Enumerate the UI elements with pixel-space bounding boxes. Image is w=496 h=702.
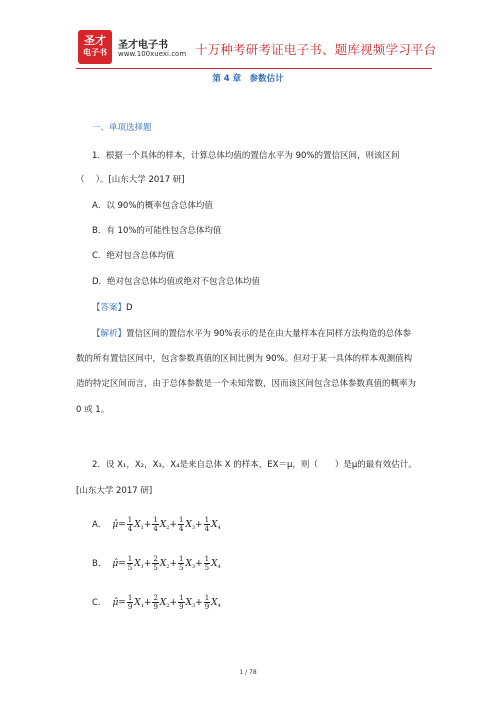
fraction-denominator: 4 bbox=[178, 524, 184, 533]
fraction-denominator: 5 bbox=[153, 563, 158, 572]
variable: X bbox=[134, 519, 141, 530]
q1-analysis-line1 bbox=[92, 328, 411, 340]
q1-answer bbox=[92, 302, 133, 314]
option-label: C． bbox=[92, 598, 107, 608]
coefficient-fraction bbox=[152, 516, 158, 533]
plus-sign: + bbox=[169, 519, 177, 530]
variable: X bbox=[185, 558, 192, 569]
q1-analysis-line4: 0 或 1。 bbox=[76, 405, 110, 415]
fraction-numerator: 1 bbox=[179, 593, 184, 602]
coefficient-fraction bbox=[152, 555, 158, 572]
fraction-numerator: 1 bbox=[127, 515, 133, 524]
variable: X bbox=[134, 558, 141, 569]
coefficient-fraction bbox=[178, 555, 184, 572]
fraction-numerator: 1 bbox=[127, 593, 133, 602]
variable: X bbox=[185, 597, 192, 608]
plus-sign: + bbox=[143, 519, 152, 530]
variable: X bbox=[185, 519, 192, 530]
fraction-denominator: 5 bbox=[127, 563, 133, 572]
logo bbox=[78, 30, 112, 64]
plus-sign: + bbox=[169, 558, 177, 569]
variable-subscript: 2 bbox=[166, 563, 170, 570]
fraction-denominator: 5 bbox=[178, 563, 184, 572]
coefficient-fraction bbox=[178, 516, 184, 533]
q1-analysis-line3: 造的特定区间而言，由于总体参数是一个未知常数，因而该区间包含总体参数真值的概率为 bbox=[76, 379, 417, 389]
coefficient-fraction bbox=[127, 516, 133, 533]
fraction-numerator: 1 bbox=[204, 515, 210, 524]
coefficient-fraction bbox=[152, 594, 158, 611]
plus-sign: + bbox=[195, 597, 203, 608]
answer-tag: 【答案】 bbox=[92, 303, 127, 313]
q2-option-a bbox=[92, 514, 221, 534]
coefficient-fraction bbox=[127, 594, 133, 611]
fraction-numerator: 2 bbox=[153, 593, 158, 602]
answer-value: D bbox=[126, 303, 133, 313]
variable-subscript: 4 bbox=[217, 563, 221, 570]
logo-text-1: 圣才 bbox=[84, 34, 106, 47]
header-divider bbox=[76, 68, 432, 69]
variable: X bbox=[134, 597, 141, 608]
estimator-formula bbox=[112, 516, 220, 533]
variable-subscript: 2 bbox=[166, 602, 170, 609]
fraction-denominator: 9 bbox=[204, 602, 210, 611]
option-label: B． bbox=[92, 559, 107, 569]
variable: X bbox=[159, 558, 167, 569]
fraction-numerator: 1 bbox=[153, 515, 158, 524]
coefficient-fraction bbox=[204, 555, 210, 572]
header-slogan: 十万种考研考证电子书、题库视频学习平台 bbox=[195, 42, 437, 57]
variable-subscript: 1 bbox=[140, 602, 144, 609]
q1-option-d: D．绝对包含总体均值或绝对不包含总体均值 bbox=[92, 277, 261, 287]
formula-lhs: μ̂= bbox=[112, 558, 126, 569]
estimator-formula bbox=[112, 594, 220, 611]
variable-subscript: 2 bbox=[166, 524, 170, 531]
q2-option-c bbox=[92, 592, 221, 612]
variable-subscript: 3 bbox=[191, 524, 196, 531]
variable: X bbox=[211, 558, 218, 569]
q1-option-a: A．以 90%的概率包含总体均值 bbox=[92, 201, 213, 211]
fraction-denominator: 4 bbox=[153, 524, 158, 533]
variable: X bbox=[211, 597, 218, 608]
q1-option-c: C．绝对包含总体均值 bbox=[92, 251, 175, 261]
fraction-denominator: 5 bbox=[204, 563, 210, 572]
fraction-numerator: 1 bbox=[127, 554, 133, 563]
fraction-denominator: 9 bbox=[127, 602, 133, 611]
chapter-title: 第 4 章 参数估计 bbox=[212, 74, 284, 84]
fraction-numerator: 2 bbox=[153, 554, 158, 563]
fraction-denominator: 9 bbox=[153, 602, 158, 611]
plus-sign: + bbox=[143, 558, 152, 569]
plus-sign: + bbox=[169, 597, 178, 608]
variable-subscript: 1 bbox=[140, 524, 144, 531]
plus-sign: + bbox=[195, 519, 203, 530]
section-title: 一、单项选择题 bbox=[92, 123, 152, 133]
coefficient-fraction bbox=[127, 555, 133, 572]
page-header bbox=[0, 0, 496, 70]
fraction-denominator: 4 bbox=[127, 524, 133, 533]
analysis-tag: 【解析】 bbox=[92, 329, 127, 339]
q2-option-b bbox=[92, 553, 221, 573]
variable-subscript: 3 bbox=[191, 563, 196, 570]
variable-subscript: 4 bbox=[217, 524, 221, 531]
plus-sign: + bbox=[143, 597, 152, 608]
site-url[interactable]: www.100xuexi.com bbox=[118, 50, 187, 58]
plus-sign: + bbox=[195, 558, 203, 569]
logo-text-2: 电子书 bbox=[83, 48, 107, 57]
option-label: A． bbox=[92, 520, 107, 530]
page-number: 1 / 78 bbox=[239, 669, 257, 676]
fraction-denominator: 9 bbox=[179, 602, 184, 611]
estimator-formula bbox=[112, 555, 220, 572]
q1-stem-line2: （ ）。[山东大学 2017 研] bbox=[76, 175, 185, 185]
variable-subscript: 1 bbox=[140, 563, 144, 570]
coefficient-fraction bbox=[178, 594, 184, 611]
variable: X bbox=[159, 597, 167, 608]
formula-lhs: μ̂= bbox=[112, 597, 126, 608]
fraction-numerator: 1 bbox=[178, 554, 184, 563]
q2-stem-line1: 2．设 X₁，X₂，X₃，X₄是来自总体 X 的样本，EX＝μ，则（ ）是μ的最有效估计。 bbox=[92, 460, 417, 470]
coefficient-fraction bbox=[204, 594, 210, 611]
variable-subscript: 4 bbox=[217, 602, 221, 609]
variable-subscript: 3 bbox=[191, 602, 196, 609]
q2-stem-line2: [山东大学 2017 研] bbox=[76, 486, 153, 496]
q1-analysis-line2: 数的所有置信区间中，包含参数真值的区间比例为 90%。但对于某一具体的样本观测值构 bbox=[76, 354, 413, 364]
coefficient-fraction bbox=[204, 516, 210, 533]
analysis-text-1: 置信区间的置信水平为 90%表示的是在由大量样本在同样方法构造的总体参 bbox=[126, 329, 412, 339]
formula-lhs: μ̂= bbox=[112, 519, 126, 530]
brand-name: 圣才电子书 bbox=[118, 40, 168, 51]
variable: X bbox=[159, 519, 167, 530]
fraction-denominator: 4 bbox=[204, 524, 210, 533]
fraction-numerator: 1 bbox=[204, 554, 210, 563]
variable: X bbox=[211, 519, 218, 530]
q1-option-b: B．有 10%的可能性包含总体均值 bbox=[92, 226, 222, 236]
fraction-numerator: 1 bbox=[178, 515, 184, 524]
fraction-numerator: 1 bbox=[204, 593, 210, 602]
q1-stem-line1: 1．根据一个具体的样本，计算总体均值的置信水平为 90%的置信区间，则该区间 bbox=[92, 151, 400, 161]
